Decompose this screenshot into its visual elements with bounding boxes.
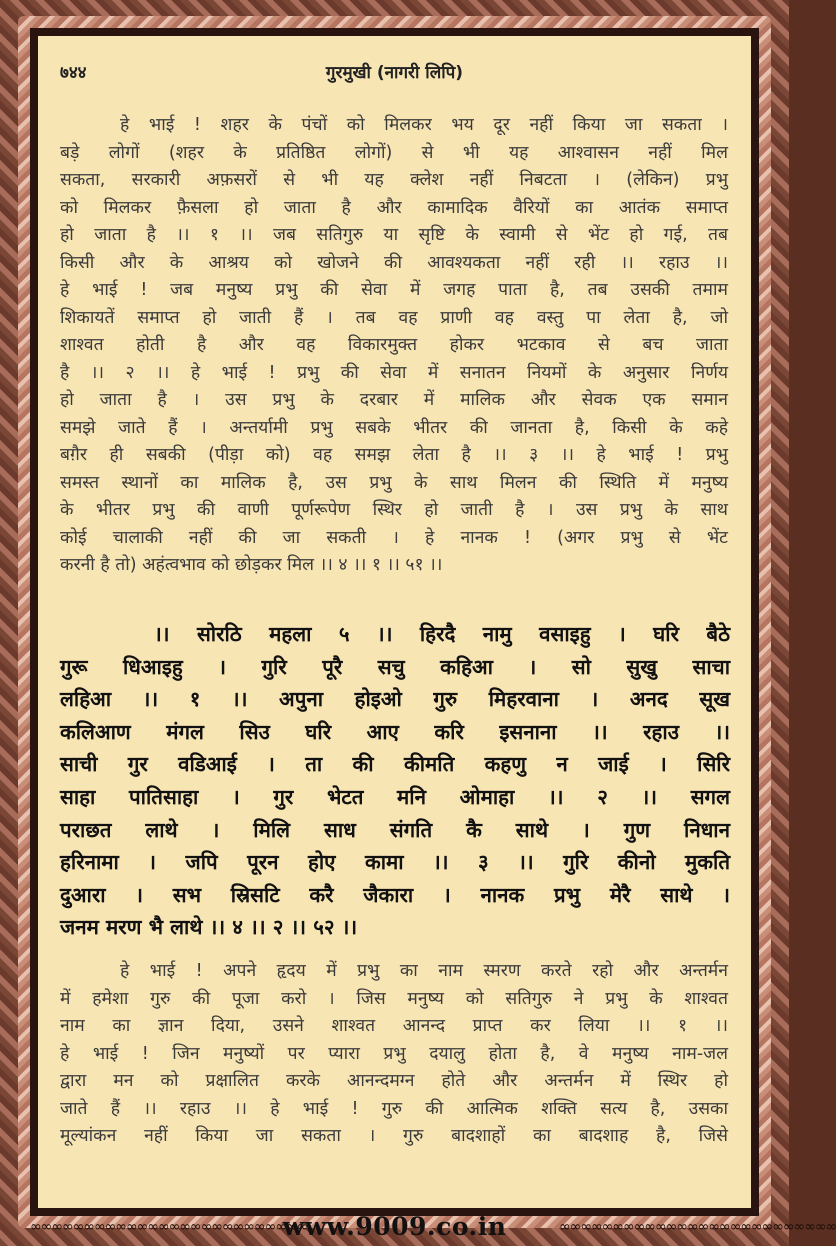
gurbani-line: कलिआण मंगल सिउ घरि आए करि इसनाना ।। रहाउ ।। (60, 719, 730, 744)
page-header (60, 60, 729, 84)
gurbani-line: साहा पातिसाहा । गुर भेटत मनि ओमाहा ।। २ ।। सगल (60, 784, 730, 809)
translation-top-line: हो जाता है ।। १ ।। जब सतिगुरु या सृष्टि के स्वामी से भेंट हो गई, तब (60, 225, 728, 245)
translation-top-line: करनी है तो) अहंत्वभाव को छोड़कर मिल ।। ४ ।। १ ।। ५१ ।। (60, 555, 443, 575)
footer-ornament-left-icon: ∞∞∞∞∞∞∞∞∞∞∞∞∞∞∞∞∞∞∞∞∞∞∞∞∞∞ (30, 1219, 308, 1235)
gurbani-line: पराछत लाथे । मिलि साध संगति कै साथे । गुण निधान (60, 817, 730, 842)
translation-top-line: बग़ैर ही सबकी (पीड़ा को) वह समझ लेता है ।। ३ ।। हे भाई ! प्रभु (60, 445, 728, 465)
translation-top-line: शाश्वत होती है और वह विकारमुक्त होकर भटकाव से बच जाता (60, 335, 728, 355)
translation-top-line: कोई चालाकी नहीं की जा सकती । हे नानक ! (अगर प्रभु से भेंट (60, 527, 728, 548)
translation-top-line: हे भाई ! जब मनुष्य प्रभु की सेवा में जगह पाता है, तब उसकी तमाम (60, 280, 728, 300)
translation-top-line: समझे जाते हैं । अन्तर्यामी प्रभु सबके भीतर की जानता है, किसी के कहे (60, 417, 729, 438)
footer-ornament-right-icon: ∞∞∞∞∞∞∞∞∞∞∞∞∞∞∞∞∞∞∞∞∞∞∞∞∞∞ (559, 1219, 836, 1235)
page-footer (0, 1208, 836, 1246)
translation-top-line: शिकायतें समाप्त हो जाती हैं । तब वह प्राणी वह वस्तु पा लेता है, जो (60, 307, 728, 328)
translation-bottom-line: द्वारा मन को प्रक्षालित करके आनन्दमग्न होते और अन्तर्मन में स्थिर हो (60, 1071, 728, 1091)
gurbani-verse (60, 618, 730, 944)
gurbani-line: ।। सोरठि महला ५ ।। हिरदै नामु वसाइहु । घरि बैठे (154, 622, 730, 646)
translation-top-line: किसी और के आश्रय को खोजने की आवश्यकता नहीं रही ।। रहाउ ।। (60, 252, 728, 273)
translation-top-line: है ।। २ ।। हे भाई ! प्रभु की सेवा में सनातन नियमों के अनुसार निर्णय (60, 362, 728, 383)
translation-bottom-line: हे भाई ! अपने हृदय में प्रभु का नाम स्मरण करते रहो और अन्तर्मन (120, 961, 728, 981)
gurbani-line: साची गुर वडिआई । ता की कीमति कहणु न जाई । सिरि (60, 752, 730, 777)
translation-bottom-line: मूल्यांकन नहीं किया जा सकता । गुरु बादशाहों का बादशाह है, जिसे (60, 1126, 728, 1146)
translation-top-line: हे भाई ! शहर के पंचों को मिलकर भय दूर नहीं किया जा सकता । (120, 115, 728, 135)
translation-top-line: बड़े लोगों (शहर के प्रतिष्ठित लोगों) से भी यह आश्वासन नहीं मिल (60, 142, 728, 163)
page-number: ७४४ (60, 63, 87, 83)
gurbani-line: गुरू धिआइहु । गुरि पूरै सचु कहिआ । सो सुखु साचा (60, 654, 730, 679)
translation-bottom-line: नाम का ज्ञान दिया, उसने शाश्वत आनन्द प्राप्त कर लिया ।। १ ।। (60, 1016, 728, 1036)
translation-bottom-line: हे भाई ! जिन मनुष्यों पर प्यारा प्रभु दयालु होता है, वे मनुष्य नाम-जल (60, 1043, 728, 1064)
translation-top (60, 112, 728, 580)
gurbani-line: दुआरा । सभ स्रिसटि करै जैकारा । नानक प्रभु मेरै साथे । (60, 882, 730, 907)
page-title: गुरमुखी (नागरी लिपि) (325, 63, 464, 83)
translation-top-line: को मिलकर फ़ैसला हो जाता है और कामादिक वैरियों का आतंक समाप्त (60, 197, 728, 218)
translation-bottom-line: में हमेशा गुरु की पूजा करो । जिस मनुष्य को सतिगुरु ने प्रभु के शाश्वत (60, 988, 728, 1009)
translation-top-line: समस्त स्थानों का मालिक है, उस प्रभु के साथ मिलन की स्थिति में मनुष्य (60, 472, 728, 493)
gurbani-line: जनम मरण भै लाथे ।। ४ ।। २ ।। ५२ ।। (60, 915, 358, 940)
translation-top-line: सकता, सरकारी अफ़सरों से भी यह क्लेश नहीं निबटता । (लेकिन) प्रभु (60, 170, 728, 190)
translation-bottom-line: जाते हैं ।। रहाउ ।। हे भाई ! गुरु की आत्मिक शक्ति सत्य है, उसका (60, 1098, 728, 1119)
translation-bottom (60, 958, 728, 1151)
book-page (38, 36, 751, 1208)
translation-top-line: के भीतर प्रभु की वाणी पूर्णरूपेण स्थिर हो जाती है । उस प्रभु के साथ (60, 500, 728, 520)
translation-top-line: हो जाता है । उस प्रभु के दरबार में मालिक और सेवक एक समान (60, 390, 728, 410)
gurbani-line: हरिनामा । जपि पूरन होए कामा ।। ३ ।। गुरि कीनो मुकति (60, 850, 730, 875)
gurbani-line: लहिआ ।। १ ।। अपुना होइओ गुरु मिहरवाना । अनद सूख (60, 687, 730, 712)
website-link[interactable]: www.9009.co.in (282, 1212, 507, 1241)
